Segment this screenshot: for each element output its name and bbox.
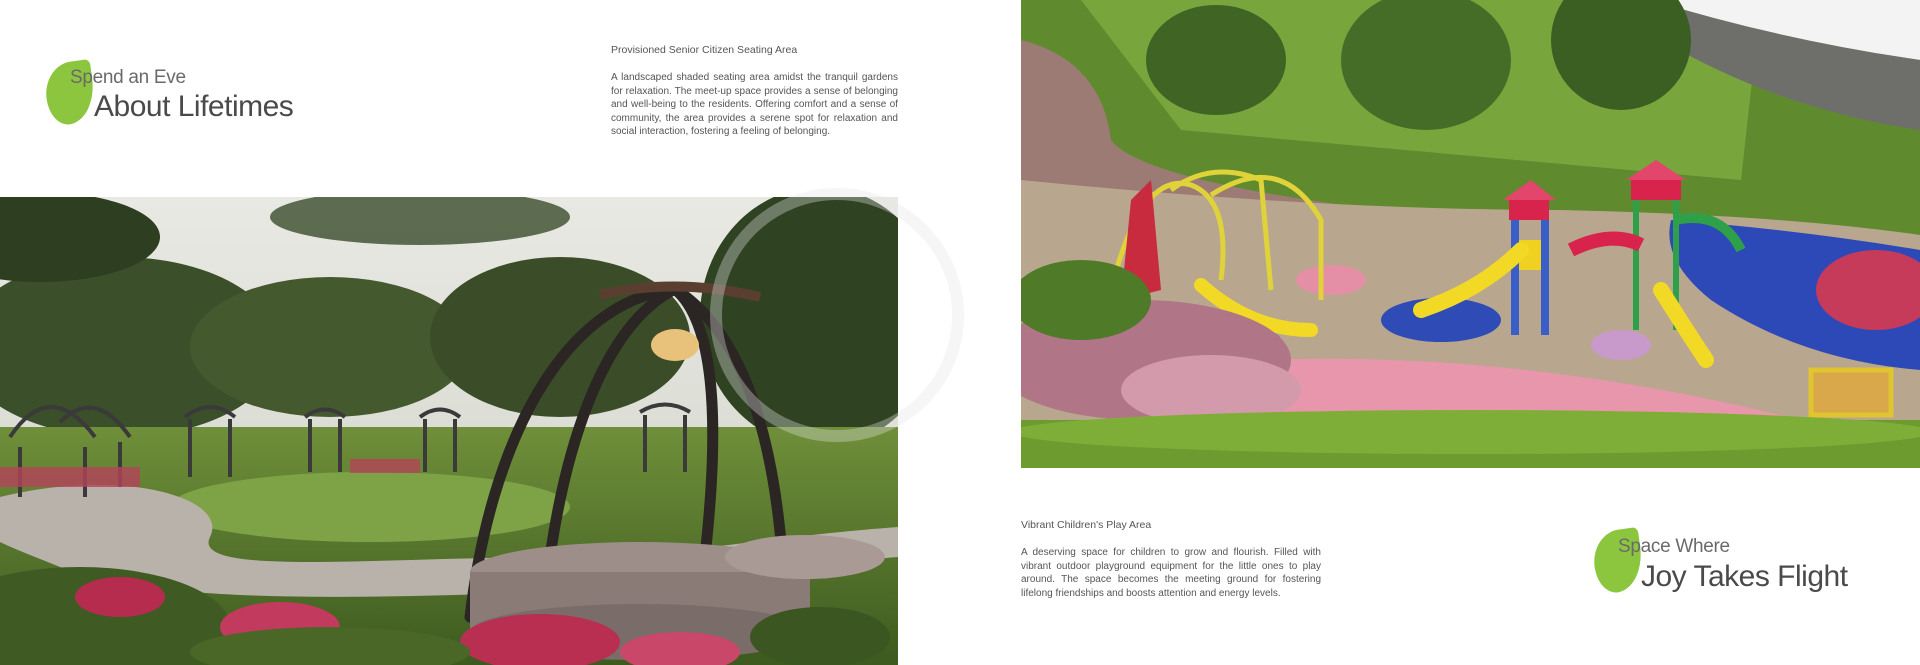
left-heading-line2: About Lifetimes [94, 90, 294, 123]
right-caption-body: A deserving space for children to grow and flourish. Filled with vibrant outdoor playground equipment for the little ones to play around. The space becomes the meeting ground for fostering lifelong friendships and boosts attention and energy levels. [1021, 547, 1321, 599]
right-caption-title: Vibrant Children's Play Area [1021, 519, 1152, 531]
left-caption-title: Provisioned Senior Citizen Seating Area [611, 44, 798, 56]
right-heading-line2: Joy Takes Flight [1641, 560, 1848, 593]
watermark-emblem [710, 188, 964, 442]
children-play-area-photo [1021, 0, 1920, 468]
left-caption-body: A landscaped shaded seating area amidst the tranquil gardens for relaxation. The meet-up space provides a sense of belonging and well-being to the residents. Offering comfort and a sense of community, the area provides a serene spot for relaxation and social interaction, fostering a feeling of belonging. [611, 72, 898, 138]
left-heading-line1: Spend an Eve [70, 67, 186, 88]
right-heading-line1: Space Where [1618, 536, 1730, 557]
